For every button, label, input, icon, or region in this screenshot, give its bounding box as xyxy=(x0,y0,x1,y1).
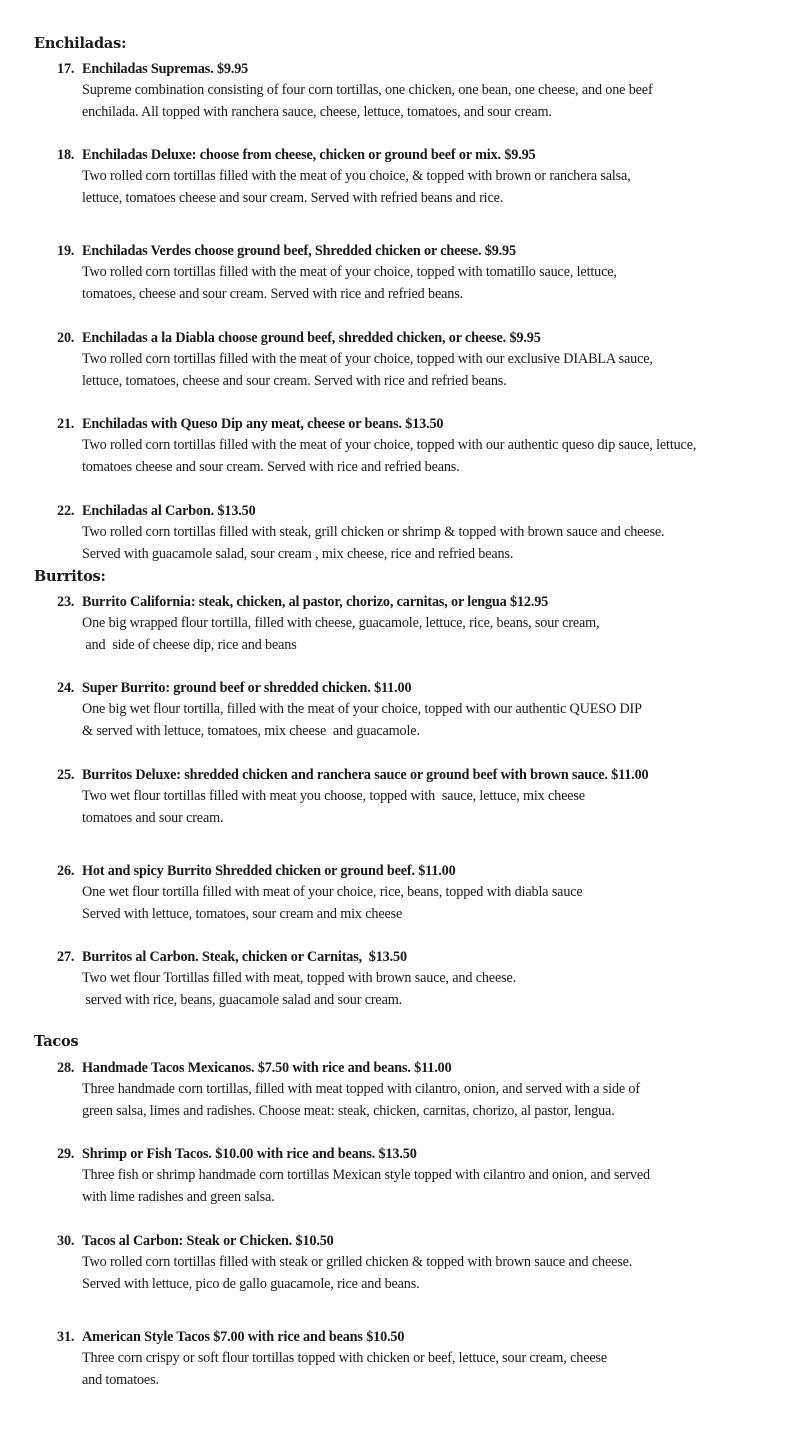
menu-item-title xyxy=(57,145,787,166)
menu-item-title xyxy=(57,765,787,786)
menu-item-25 xyxy=(57,765,787,829)
menu-item-name-price: Enchiladas Supremas. $9.95 xyxy=(82,61,249,77)
menu-item-description xyxy=(57,80,787,123)
menu-item-title xyxy=(57,1327,787,1348)
description-line: Two rolled corn tortillas filled with steak, grill chicken or shrimp & topped with brown sauce and cheese. xyxy=(82,524,665,540)
description-line: Two rolled corn tortillas filled with the meat of your choice, topped with our exclusive DIABLA sauce, xyxy=(82,351,653,367)
menu-item-30 xyxy=(57,1231,787,1295)
menu-item-name-price: Super Burrito: ground beef or shredded chicken. $11.00 xyxy=(82,680,412,696)
menu-item-title xyxy=(57,59,787,80)
menu-item-29 xyxy=(57,1144,787,1208)
description-line: Two rolled corn tortillas filled with steak or grilled chicken & topped with brown sauce and cheese. xyxy=(82,1254,633,1270)
menu-item-description xyxy=(57,613,787,656)
menu-item-number: 23. xyxy=(57,594,75,610)
menu-item-number: 19. xyxy=(57,243,75,259)
menu-item-number: 22. xyxy=(57,503,75,519)
description-line: Three fish or shrimp handmade corn tortillas Mexican style topped with cilantro and onion, and served xyxy=(82,1167,650,1183)
menu-item-title xyxy=(57,501,787,522)
menu-item-description xyxy=(57,1165,787,1208)
menu-item-name-price: Tacos al Carbon: Steak or Chicken. $10.50 xyxy=(82,1233,334,1249)
menu-item-name-price: Enchiladas Deluxe: choose from cheese, chicken or ground beef or mix. $9.95 xyxy=(82,147,536,163)
description-line: and tomatoes. xyxy=(82,1371,159,1388)
description-line: & served with lettuce, tomatoes, mix cheese and guacamole. xyxy=(82,722,420,739)
description-line: lettuce, tomatoes cheese and sour cream. Served with refried beans and rice. xyxy=(82,189,504,206)
menu-item-number: 31. xyxy=(57,1329,75,1345)
description-line: enchilada. All topped with ranchera sauce, cheese, lettuce, tomatoes, and sour cream. xyxy=(82,103,552,120)
menu-item-name-price: Enchiladas a la Diabla choose ground beef, shredded chicken, or cheese. $9.95 xyxy=(82,330,541,346)
menu-item-title xyxy=(57,592,787,613)
menu-item-title xyxy=(57,241,787,262)
menu-item-17 xyxy=(57,59,787,123)
description-line: One big wrapped flour tortilla, filled with cheese, guacamole, lettuce, rice, beans, sour cream, xyxy=(82,615,600,631)
menu-item-description xyxy=(57,435,787,478)
menu-item-description xyxy=(57,699,787,742)
description-line: tomatoes, cheese and sour cream. Served with rice and refried beans. xyxy=(82,285,463,302)
description-line: with lime radishes and green salsa. xyxy=(82,1188,275,1205)
menu-item-number: 20. xyxy=(57,330,75,346)
description-line: Two rolled corn tortillas filled with the meat of your choice, topped with tomatillo sauce, lettuce, xyxy=(82,264,617,280)
menu-item-title xyxy=(57,1231,787,1252)
menu-item-number: 29. xyxy=(57,1146,75,1162)
description-line: tomatoes cheese and sour cream. Served with rice and refried beans. xyxy=(82,458,460,475)
description-line: Served with lettuce, tomatoes, sour cream and mix cheese xyxy=(82,905,403,922)
menu-item-description xyxy=(57,1348,787,1391)
menu-item-description xyxy=(57,786,787,829)
menu-item-number: 28. xyxy=(57,1060,75,1076)
menu-item-title xyxy=(57,678,787,699)
menu-item-name-price: Enchiladas Verdes choose ground beef, Shredded chicken or cheese. $9.95 xyxy=(82,243,516,259)
section-heading-burritos: Burritos: xyxy=(34,568,106,585)
menu-item-title xyxy=(57,1144,787,1165)
menu-item-title xyxy=(57,1058,787,1079)
menu-item-28 xyxy=(57,1058,787,1122)
menu-item-name-price: Burritos Deluxe: shredded chicken and ranchera sauce or ground beef with brown sauce. $11.00 xyxy=(82,767,649,783)
menu-item-name-price: Enchiladas al Carbon. $13.50 xyxy=(82,503,256,519)
menu-item-name-price: Burritos al Carbon. Steak, chicken or Carnitas, $13.50 xyxy=(82,949,407,965)
description-line: Three corn crispy or soft flour tortillas topped with chicken or beef, lettuce, sour cream, cheese xyxy=(82,1350,608,1366)
menu-item-18 xyxy=(57,145,787,209)
menu-item-20 xyxy=(57,328,787,392)
section-heading-tacos: Tacos xyxy=(34,1033,79,1050)
menu-item-name-price: Shrimp or Fish Tacos. $10.00 with rice and beans. $13.50 xyxy=(82,1146,417,1162)
menu-item-24 xyxy=(57,678,787,742)
description-line: Two wet flour Tortillas filled with meat, topped with brown sauce, and cheese. xyxy=(82,970,517,986)
menu-item-description xyxy=(57,1079,787,1122)
menu-item-number: 25. xyxy=(57,767,75,783)
menu-item-description xyxy=(57,1252,787,1295)
menu-item-name-price: American Style Tacos $7.00 with rice and beans $10.50 xyxy=(82,1329,405,1345)
menu-item-19 xyxy=(57,241,787,305)
menu-item-description xyxy=(57,522,787,565)
section-heading-enchiladas: Enchiladas: xyxy=(34,35,127,52)
menu-item-number: 24. xyxy=(57,680,75,696)
menu-item-21 xyxy=(57,414,787,478)
description-line: lettuce, tomatoes, cheese and sour cream. Served with rice and refried beans. xyxy=(82,372,507,389)
menu-item-22 xyxy=(57,501,787,565)
menu-item-name-price: Enchiladas with Queso Dip any meat, cheese or beans. $13.50 xyxy=(82,416,444,432)
description-line: Served with guacamole salad, sour cream , mix cheese, rice and refried beans. xyxy=(82,545,514,562)
menu-item-number: 21. xyxy=(57,416,75,432)
description-line: and side of cheese dip, rice and beans xyxy=(82,636,297,653)
menu-item-name-price: Hot and spicy Burrito Shredded chicken or ground beef. $11.00 xyxy=(82,863,456,879)
description-line: Two wet flour tortillas filled with meat you choose, topped with sauce, lettuce, mix cheese xyxy=(82,788,585,804)
menu-item-number: 18. xyxy=(57,147,75,163)
description-line: Served with lettuce, pico de gallo guacamole, rice and beans. xyxy=(82,1275,420,1292)
description-line: served with rice, beans, guacamole salad and sour cream. xyxy=(82,991,402,1008)
menu-item-number: 27. xyxy=(57,949,75,965)
menu-item-title xyxy=(57,947,787,968)
description-line: One big wet flour tortilla, filled with the meat of your choice, topped with our authentic QUESO DIP xyxy=(82,701,642,717)
description-line: Three handmade corn tortillas, filled with meat topped with cilantro, onion, and served with a side of xyxy=(82,1081,640,1097)
menu-item-description xyxy=(57,262,787,305)
menu-item-title xyxy=(57,328,787,349)
menu-item-number: 17. xyxy=(57,61,75,77)
menu-item-number: 26. xyxy=(57,863,75,879)
menu-item-31 xyxy=(57,1327,787,1391)
menu-item-26 xyxy=(57,861,787,925)
menu-item-description xyxy=(57,882,787,925)
menu-item-23 xyxy=(57,592,787,656)
menu-item-description xyxy=(57,349,787,392)
menu-item-title xyxy=(57,861,787,882)
description-line: Two rolled corn tortillas filled with the meat of your choice, topped with our authentic queso dip sauce, lettuce, xyxy=(82,437,697,453)
description-line: One wet flour tortilla filled with meat of your choice, rice, beans, topped with diabla sauce xyxy=(82,884,583,900)
menu-item-name-price: Burrito California: steak, chicken, al pastor, chorizo, carnitas, or lengua $12.95 xyxy=(82,594,549,610)
description-line: Supreme combination consisting of four corn tortillas, one chicken, one bean, one cheese, and one beef xyxy=(82,82,653,98)
menu-item-name-price: Handmade Tacos Mexicanos. $7.50 with rice and beans. $11.00 xyxy=(82,1060,452,1076)
menu-item-title xyxy=(57,414,787,435)
menu-item-number: 30. xyxy=(57,1233,75,1249)
menu-item-27 xyxy=(57,947,787,1011)
description-line: Two rolled corn tortillas filled with the meat of you choice, & topped with brown or ranchera salsa, xyxy=(82,168,631,184)
menu-item-description xyxy=(57,968,787,1011)
description-line: tomatoes and sour cream. xyxy=(82,809,224,826)
menu-item-description xyxy=(57,166,787,209)
description-line: green salsa, limes and radishes. Choose meat: steak, chicken, carnitas, chorizo, al pastor, lengua. xyxy=(82,1102,615,1119)
